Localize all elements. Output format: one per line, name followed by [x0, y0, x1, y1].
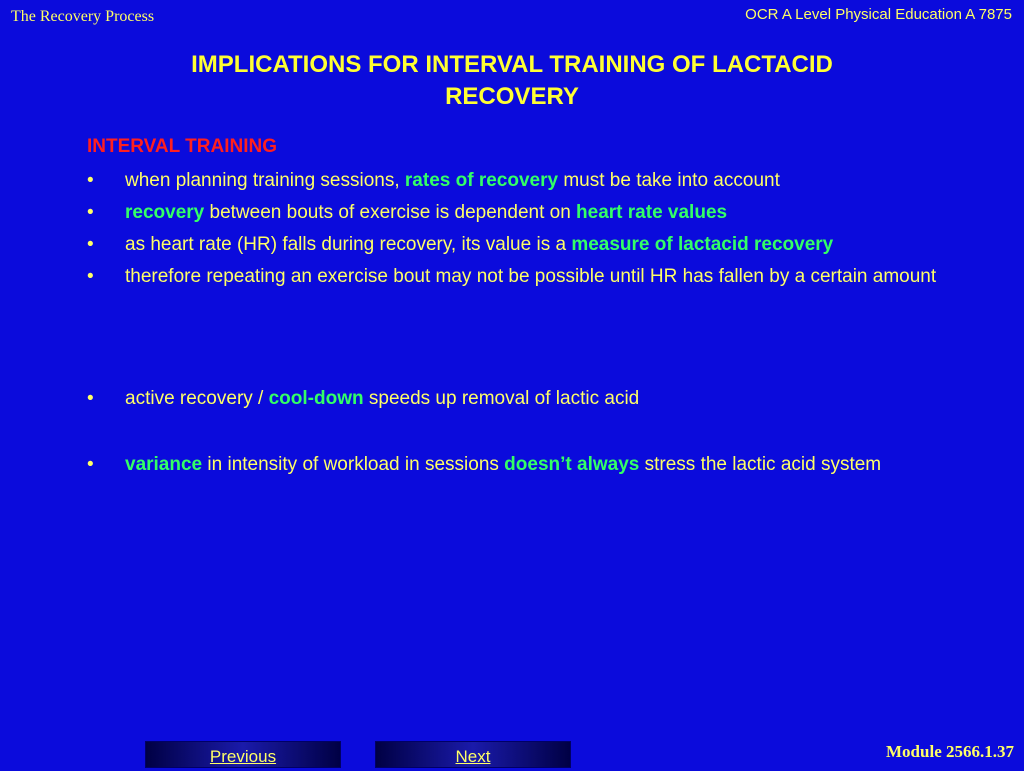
bullet-text: active recovery /: [125, 388, 269, 409]
bullet-text: speeds up removal of lactic acid: [363, 388, 640, 409]
bullet-item: [87, 451, 937, 479]
bullet-text: therefore repeating an exercise bout may not be possible until HR has fallen by a certain amount: [125, 266, 937, 287]
previous-button[interactable]: [145, 741, 341, 768]
previous-button-label[interactable]: Previous: [209, 747, 277, 766]
bullet-text: as heart rate (HR) falls during recovery, its value is a: [125, 234, 572, 255]
bullet-item: [87, 199, 937, 227]
header-left-title: The Recovery Process: [11, 8, 155, 25]
next-button[interactable]: [375, 741, 571, 768]
highlighted-term: measure of lactacid recovery: [571, 234, 834, 255]
highlighted-term: recovery: [125, 202, 205, 223]
highlighted-term: heart rate values: [576, 202, 728, 223]
bullet-item: [87, 385, 937, 413]
next-button-label[interactable]: Next: [455, 747, 491, 766]
section-heading: INTERVAL TRAINING: [87, 136, 278, 157]
bullet-text: stress the lactic acid system: [639, 454, 882, 475]
bullet-item: [87, 231, 937, 259]
bullet-dot: •: [87, 388, 94, 409]
bullet-list-variance: [87, 451, 937, 479]
bullet-dot: •: [87, 170, 94, 191]
bullet-text: between bouts of exercise is dependent on: [204, 202, 577, 223]
module-number: Module 2566.1.37: [886, 742, 1014, 761]
bullet-dot: •: [87, 266, 94, 287]
bullet-list-active-recovery: [87, 385, 937, 413]
bullet-text: when planning training sessions,: [125, 170, 405, 191]
bullet-dot: •: [87, 202, 94, 223]
bullet-text: must be take into account: [558, 170, 780, 191]
bullet-dot: •: [87, 454, 94, 475]
highlighted-term: variance: [125, 454, 203, 475]
bullet-dot: •: [87, 234, 94, 255]
slide-title-line-2: RECOVERY: [445, 83, 579, 110]
header-right-course: OCR A Level Physical Education A 7875: [745, 6, 1012, 23]
bullet-text: in intensity of workload in sessions: [202, 454, 505, 475]
bullet-item: [87, 263, 937, 291]
bullet-item: [87, 167, 937, 195]
highlighted-term: rates of recovery: [404, 170, 559, 191]
highlighted-term: doesn’t always: [504, 454, 640, 475]
bullet-list-main: [87, 167, 937, 291]
highlighted-term: cool-down: [268, 388, 364, 409]
slide-title-line-1: IMPLICATIONS FOR INTERVAL TRAINING OF LACTACID: [191, 51, 833, 78]
slide-title: [0, 49, 1024, 113]
